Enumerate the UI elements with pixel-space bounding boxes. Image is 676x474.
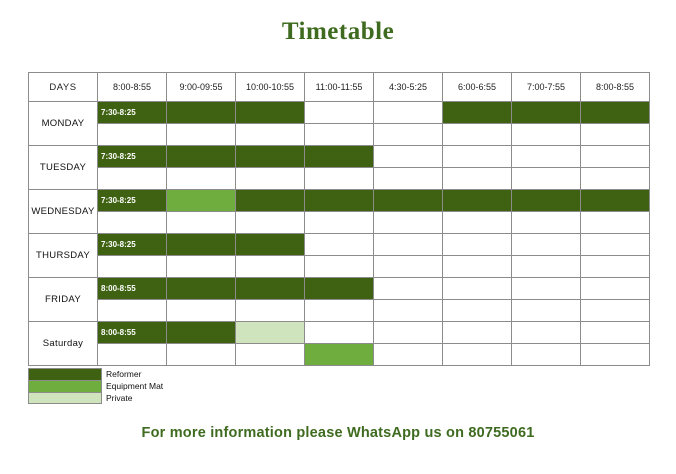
slot-cell[interactable] <box>581 168 650 190</box>
slot-time-label: 8:00-8:55 <box>101 283 136 293</box>
slot-cell[interactable] <box>236 256 305 278</box>
slot-cell[interactable] <box>443 344 512 366</box>
slot-cell[interactable] <box>581 124 650 146</box>
slot-cell[interactable] <box>305 168 374 190</box>
slot-cell[interactable] <box>305 190 374 212</box>
slot-cell[interactable] <box>581 102 650 124</box>
slot-cell[interactable] <box>374 124 443 146</box>
slot-cell[interactable] <box>581 146 650 168</box>
slot-cell[interactable] <box>443 168 512 190</box>
slot-cell[interactable] <box>443 212 512 234</box>
header-time-6: 7:00-7:55 <box>512 73 581 102</box>
slot-cell[interactable] <box>512 344 581 366</box>
slot-cell[interactable] <box>512 322 581 344</box>
slot-cell[interactable] <box>443 124 512 146</box>
slot-cell[interactable] <box>374 300 443 322</box>
slot-cell[interactable] <box>374 234 443 256</box>
table-row <box>29 234 650 256</box>
slot-time-label: 8:00-8:55 <box>101 327 136 337</box>
slot-cell[interactable] <box>236 168 305 190</box>
slot-cell[interactable] <box>305 300 374 322</box>
legend-swatch-equipment <box>28 380 102 392</box>
slot-cell[interactable] <box>374 278 443 300</box>
legend <box>28 368 228 404</box>
slot-cell[interactable] <box>236 190 305 212</box>
slot-cell[interactable] <box>374 102 443 124</box>
slot-cell[interactable] <box>512 190 581 212</box>
slot-cell[interactable] <box>167 300 236 322</box>
slot-cell[interactable] <box>374 168 443 190</box>
slot-cell[interactable] <box>374 344 443 366</box>
table-row <box>29 344 650 366</box>
slot-cell[interactable] <box>443 256 512 278</box>
slot-cell[interactable] <box>98 300 167 322</box>
slot-cell[interactable] <box>167 102 236 124</box>
slot-cell[interactable] <box>305 234 374 256</box>
slot-cell[interactable] <box>305 146 374 168</box>
slot-time-label: 7:30-8:25 <box>101 195 136 205</box>
table-row <box>29 190 650 212</box>
slot-cell[interactable] <box>236 278 305 300</box>
slot-cell[interactable] <box>443 102 512 124</box>
slot-cell[interactable] <box>98 190 167 212</box>
slot-cell[interactable] <box>98 124 167 146</box>
slot-cell[interactable] <box>98 234 167 256</box>
slot-cell[interactable] <box>512 146 581 168</box>
header-time-4: 4:30-5:25 <box>374 73 443 102</box>
legend-item-equipment <box>28 380 228 392</box>
slot-cell[interactable] <box>236 344 305 366</box>
slot-cell[interactable] <box>305 278 374 300</box>
slot-cell[interactable] <box>167 256 236 278</box>
slot-cell[interactable] <box>236 102 305 124</box>
slot-cell[interactable] <box>512 300 581 322</box>
table-row <box>29 124 650 146</box>
timetable-header <box>29 73 650 102</box>
slot-cell[interactable] <box>581 212 650 234</box>
slot-cell[interactable] <box>581 278 650 300</box>
day-label-saturday: Saturday <box>29 322 98 366</box>
day-label-thursday: THURSDAY <box>29 234 98 278</box>
slot-cell[interactable] <box>167 278 236 300</box>
slot-cell[interactable] <box>98 256 167 278</box>
slot-cell[interactable] <box>236 322 305 344</box>
header-time-2: 10:00-10:55 <box>236 73 305 102</box>
legend-item-private <box>28 392 228 404</box>
slot-cell[interactable] <box>236 300 305 322</box>
slot-cell[interactable] <box>167 146 236 168</box>
slot-cell[interactable] <box>443 278 512 300</box>
slot-cell[interactable] <box>581 300 650 322</box>
slot-cell[interactable] <box>374 190 443 212</box>
slot-cell[interactable] <box>443 300 512 322</box>
slot-cell[interactable] <box>374 212 443 234</box>
slot-cell[interactable] <box>581 234 650 256</box>
slot-cell[interactable] <box>98 168 167 190</box>
slot-cell[interactable] <box>167 212 236 234</box>
slot-cell[interactable] <box>167 124 236 146</box>
legend-label-reformer: Reformer <box>106 369 142 379</box>
slot-cell[interactable] <box>305 344 374 366</box>
table-row <box>29 102 650 124</box>
footer-contact-note: For more information please WhatsApp us on 80755061 <box>141 425 535 441</box>
day-label-friday: FRIDAY <box>29 278 98 322</box>
slot-cell[interactable] <box>374 146 443 168</box>
legend-swatch-private <box>28 392 102 404</box>
header-row <box>29 73 650 102</box>
slot-cell[interactable] <box>305 212 374 234</box>
slot-cell[interactable] <box>167 190 236 212</box>
slot-cell[interactable] <box>512 234 581 256</box>
legend-swatch-reformer <box>28 368 102 380</box>
slot-cell[interactable] <box>512 168 581 190</box>
table-row <box>29 168 650 190</box>
table-row <box>29 300 650 322</box>
header-time-0: 8:00-8:55 <box>98 73 167 102</box>
slot-cell[interactable] <box>374 256 443 278</box>
header-time-5: 6:00-6:55 <box>443 73 512 102</box>
slot-cell[interactable] <box>443 190 512 212</box>
slot-cell[interactable] <box>167 234 236 256</box>
slot-cell[interactable] <box>167 322 236 344</box>
slot-cell[interactable] <box>167 344 236 366</box>
slot-time-label: 7:30-8:25 <box>101 239 136 249</box>
day-label-monday: MONDAY <box>29 102 98 146</box>
slot-time-label: 7:30-8:25 <box>101 107 136 117</box>
table-row <box>29 256 650 278</box>
table-row <box>29 212 650 234</box>
slot-cell[interactable] <box>512 102 581 124</box>
slot-cell[interactable] <box>167 168 236 190</box>
timetable-container <box>28 72 650 366</box>
slot-cell[interactable] <box>236 212 305 234</box>
slot-cell[interactable] <box>581 344 650 366</box>
slot-cell[interactable] <box>98 212 167 234</box>
slot-cell[interactable] <box>305 256 374 278</box>
table-row <box>29 322 650 344</box>
slot-cell[interactable] <box>581 256 650 278</box>
slot-cell[interactable] <box>512 212 581 234</box>
slot-cell[interactable] <box>98 322 167 344</box>
timetable <box>28 72 650 366</box>
slot-cell[interactable] <box>236 124 305 146</box>
slot-cell[interactable] <box>443 146 512 168</box>
table-row <box>29 146 650 168</box>
slot-cell[interactable] <box>581 190 650 212</box>
slot-cell[interactable] <box>305 322 374 344</box>
slot-cell[interactable] <box>98 102 167 124</box>
legend-label-equipment: Equipment Mat <box>106 381 164 391</box>
table-row <box>29 278 650 300</box>
slot-cell[interactable] <box>98 344 167 366</box>
header-time-1: 9:00-09:55 <box>167 73 236 102</box>
legend-label-private: Private <box>106 393 133 403</box>
slot-cell[interactable] <box>443 234 512 256</box>
slot-cell[interactable] <box>98 146 167 168</box>
slot-cell[interactable] <box>443 322 512 344</box>
slot-cell[interactable] <box>305 102 374 124</box>
page-title: Timetable <box>281 18 395 45</box>
slot-cell[interactable] <box>581 322 650 344</box>
slot-cell[interactable] <box>512 124 581 146</box>
day-label-tuesday: TUESDAY <box>29 146 98 190</box>
slot-cell[interactable] <box>512 278 581 300</box>
timetable-body <box>29 102 650 366</box>
slot-cell[interactable] <box>374 322 443 344</box>
slot-cell[interactable] <box>98 278 167 300</box>
slot-cell[interactable] <box>512 256 581 278</box>
header-days: DAYS <box>29 73 98 102</box>
slot-cell[interactable] <box>236 234 305 256</box>
slot-cell[interactable] <box>236 146 305 168</box>
header-time-3: 11:00-11:55 <box>305 73 374 102</box>
day-label-wednesday: WEDNESDAY <box>29 190 98 234</box>
header-time-7: 8:00-8:55 <box>581 73 650 102</box>
legend-item-reformer <box>28 368 228 380</box>
slot-cell[interactable] <box>305 124 374 146</box>
slot-time-label: 7:30-8:25 <box>101 151 136 161</box>
